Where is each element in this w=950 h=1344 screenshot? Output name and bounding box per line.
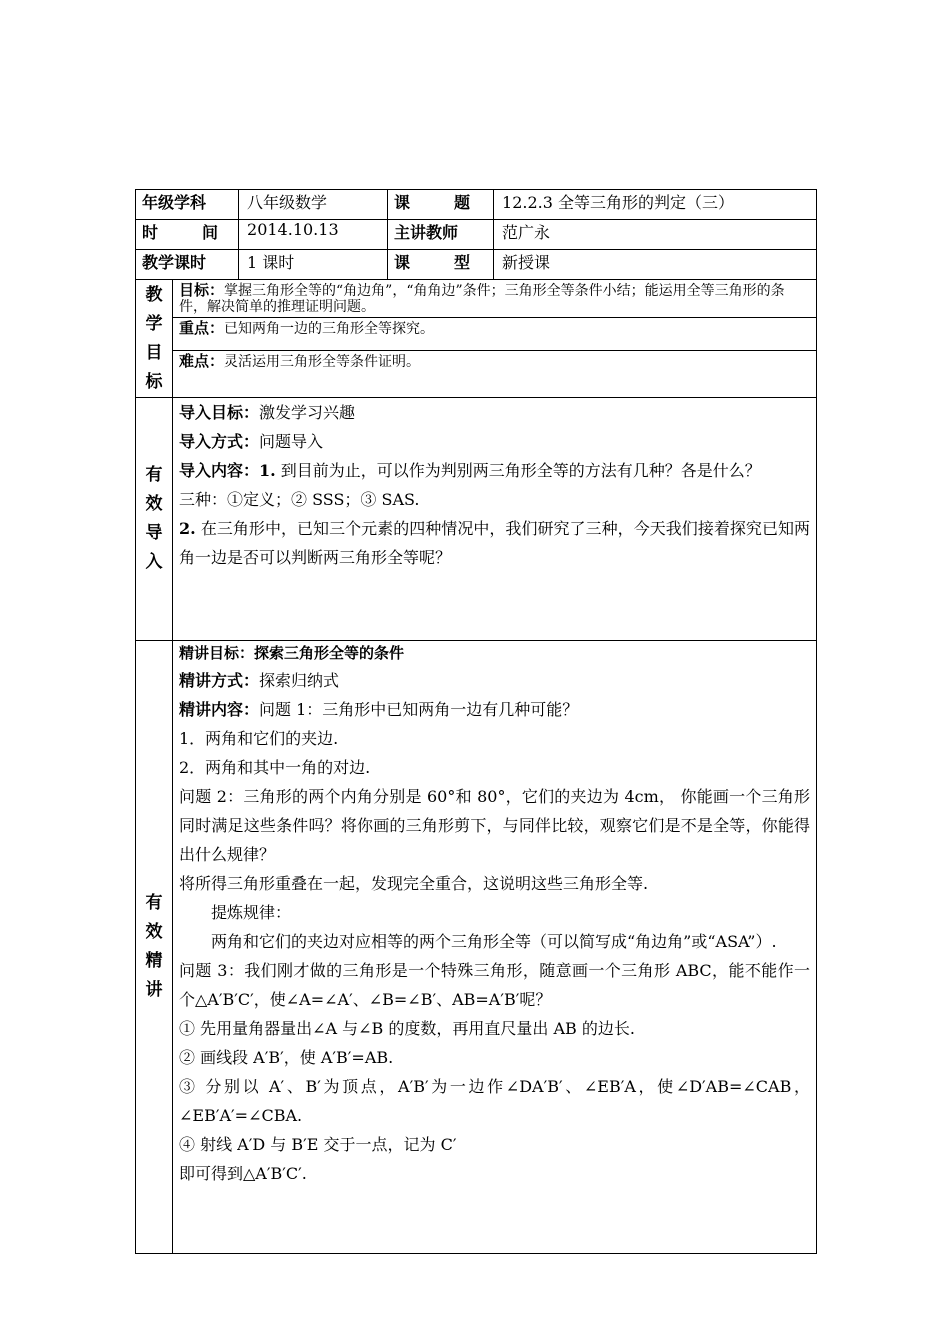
difficulty-cell bbox=[173, 351, 817, 398]
intro-goal bbox=[173, 398, 816, 427]
intro-question-2 bbox=[173, 514, 816, 572]
lecture-step-3: ③ 分别以 A′、B′为顶点，A′B′为一边作∠DA′B′、∠EB′A，使∠D′AB=∠CAB，∠EB′A′=∠CBA. bbox=[179, 1077, 811, 1125]
lecture-question-3: 问题 3：我们刚才做的三角形是一个特殊三角形，随意画一个三角形 ABC，能不能作一个△A′B′C′，使∠A=∠A′、∠B=∠B′、AB=A′B′呢？ bbox=[179, 961, 811, 1009]
header-row-3 bbox=[136, 250, 817, 280]
side-char: 效 bbox=[145, 922, 163, 942]
goal-label: 目标： bbox=[179, 281, 225, 299]
goal-text: 掌握三角形全等的“角边角”，“角角边”条件；三角形全等条件小结；能运用全等三角形的条件，解决简单的推理证明问题。 bbox=[179, 283, 785, 315]
intro-method-label: 导入方式： bbox=[179, 432, 260, 451]
time-value: 2014.10.13 bbox=[239, 220, 388, 250]
intro-row bbox=[136, 398, 817, 641]
lesson-type-value: 新授课 bbox=[494, 250, 817, 280]
difficulty-text: 灵活运用三角形全等条件证明。 bbox=[224, 354, 421, 370]
side-char: 教 bbox=[145, 284, 163, 305]
objectives-side-label bbox=[136, 280, 173, 398]
teacher-value: 范广永 bbox=[494, 220, 817, 250]
side-char: 导 bbox=[145, 523, 163, 543]
side-char: 学 bbox=[145, 313, 163, 334]
intro-method bbox=[173, 427, 816, 456]
lecture-step-2: ② 画线段 A′B′，使 A′B′=AB. bbox=[179, 1048, 394, 1067]
lecture-side-label bbox=[136, 641, 173, 1254]
lecture-method-text: 探索归纳式 bbox=[259, 671, 340, 690]
lecture-content bbox=[173, 641, 817, 1254]
side-char: 标 bbox=[145, 371, 163, 392]
question-number: 1. bbox=[259, 461, 276, 480]
lecture-question-1 bbox=[173, 695, 816, 724]
topic-value: 12.2.3 全等三角形的判定（三） bbox=[494, 190, 817, 220]
lecture-item-1: 1．两角和它们的夹边. bbox=[179, 729, 339, 748]
intro-method-text: 问题导入 bbox=[259, 432, 324, 451]
lecture-method-label: 精讲方式： bbox=[179, 671, 260, 690]
objectives-row-key bbox=[136, 318, 817, 351]
intro-goal-text: 激发学习兴趣 bbox=[259, 403, 356, 422]
lecture-method bbox=[173, 666, 816, 695]
lecture-step-1: ① 先用量角器量出∠A 与∠B 的度数，再用直尺量出 AB 的边长. bbox=[179, 1019, 635, 1038]
side-char: 讲 bbox=[145, 980, 163, 1000]
question-number: 2. bbox=[179, 519, 196, 538]
periods-label: 教学课时 bbox=[136, 250, 239, 280]
lesson-plan-table bbox=[135, 189, 817, 1254]
header-row-2 bbox=[136, 220, 817, 250]
lecture-item-2: 2．两角和其中一角的对边. bbox=[179, 758, 371, 777]
lecture-goal-label: 精讲目标： bbox=[179, 644, 255, 662]
objectives-row-difficulty bbox=[136, 351, 817, 398]
lecture-rule-title: 提炼规律： bbox=[211, 903, 292, 922]
intro-question-1 bbox=[173, 456, 816, 485]
time-label: 时 间 bbox=[136, 220, 239, 250]
lecture-goal-text: 探索三角形全等的条件 bbox=[254, 644, 405, 662]
side-char: 目 bbox=[145, 342, 163, 363]
lecture-step-4: ④ 射线 A′D 与 B′E 交于一点，记为 C′ bbox=[179, 1135, 457, 1154]
side-char: 精 bbox=[145, 951, 163, 971]
goal-cell bbox=[173, 280, 817, 318]
difficulty-label: 难点： bbox=[179, 352, 225, 370]
side-char: 有 bbox=[145, 893, 163, 913]
grade-subject-value: 八年级数学 bbox=[239, 190, 388, 220]
intro-content-label: 导入内容： bbox=[179, 461, 260, 480]
lecture-rule-text: 两角和它们的夹边对应相等的两个三角形全等（可以简写成“角边角”或“ASA”）. bbox=[211, 932, 777, 951]
intro-answer: 三种：①定义；② SSS；③ SAS. bbox=[179, 490, 420, 509]
key-label: 重点： bbox=[179, 319, 225, 337]
lesson-type-label: 课 型 bbox=[388, 250, 494, 280]
objectives-row-goal bbox=[136, 280, 817, 318]
intro-question-text: 到目前为止，可以作为判别两三角形全等的方法有几种？各是什么？ bbox=[275, 461, 761, 480]
key-cell bbox=[173, 318, 817, 351]
lecture-row bbox=[136, 641, 817, 1254]
intro-content bbox=[173, 398, 817, 641]
key-text: 已知两角一边的三角形全等探究。 bbox=[224, 321, 435, 337]
intro-side-label bbox=[136, 398, 173, 641]
header-row-1 bbox=[136, 190, 817, 220]
lecture-question-2: 问题 2：三角形的两个内角分别是 60°和 80°，它们的夹边为 4cm， 你能画一个三角形同时满足这些条件吗？将你画的三角形剪下，与同伴比较，观察它们是不是全等，你能得出什么规律？ bbox=[179, 787, 811, 864]
lecture-result: 即可得到△A′B′C′. bbox=[179, 1164, 307, 1183]
lecture-goal bbox=[173, 641, 816, 666]
topic-label: 课 题 bbox=[388, 190, 494, 220]
side-char: 效 bbox=[145, 494, 163, 514]
grade-subject-label: 年级学科 bbox=[136, 190, 239, 220]
intro-question-2-text: 在三角形中，已知三个元素的四种情况中，我们研究了三种，今天我们接着探究已知两角一边是否可以判断两三角形全等呢？ bbox=[179, 519, 811, 567]
lecture-content-label: 精讲内容： bbox=[179, 700, 260, 719]
teacher-label: 主讲教师 bbox=[388, 220, 494, 250]
side-char: 有 bbox=[145, 465, 163, 485]
periods-value: 1 课时 bbox=[239, 250, 388, 280]
intro-goal-label: 导入目标： bbox=[179, 403, 260, 422]
lecture-observation: 将所得三角形重叠在一起，发现完全重合，这说明这些三角形全等. bbox=[179, 874, 649, 893]
lecture-question-1-text: 问题 1：三角形中已知两角一边有几种可能？ bbox=[259, 700, 579, 719]
side-char: 入 bbox=[145, 552, 163, 572]
